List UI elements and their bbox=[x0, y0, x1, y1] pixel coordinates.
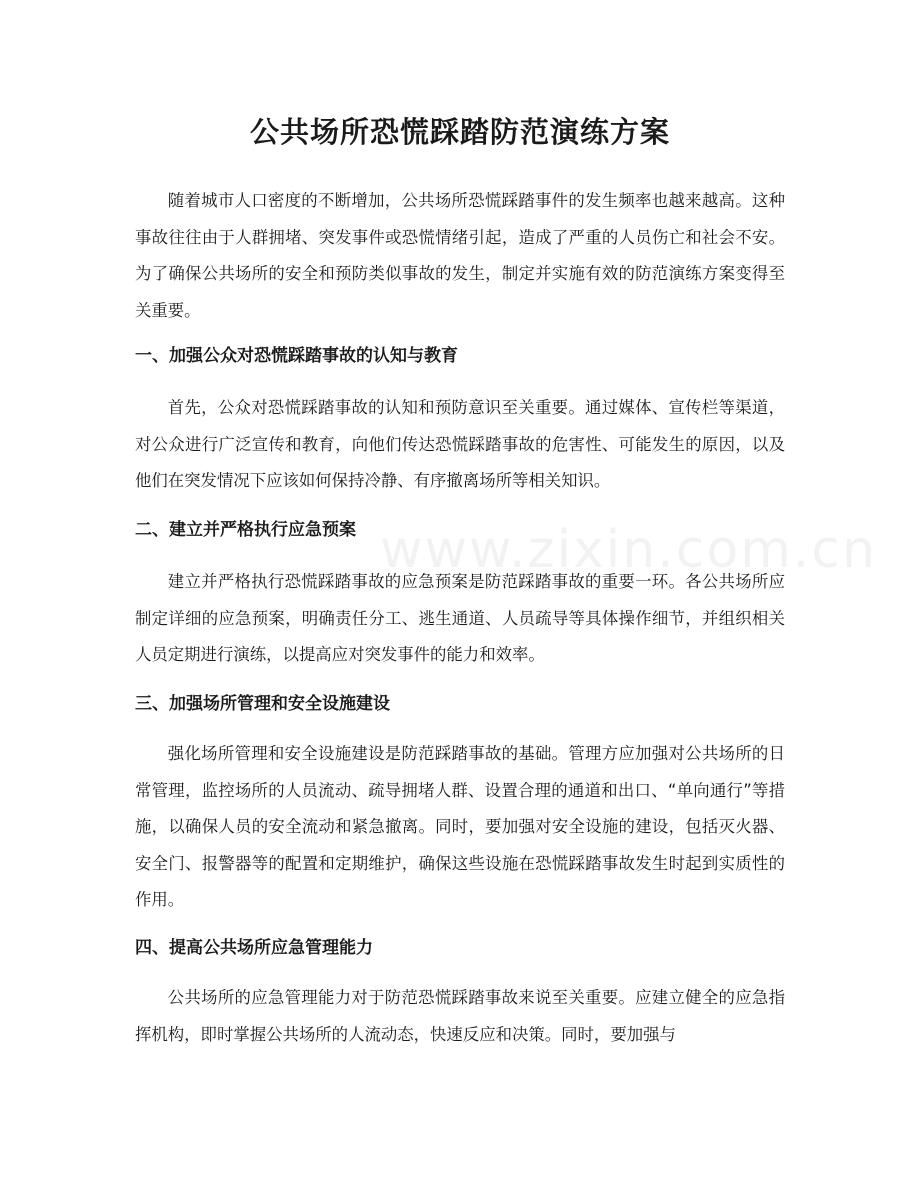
intro-paragraph: 随着城市人口密度的不断增加，公共场所恐慌踩踏事件的发生频率也越来越高。这种事故往往由于人群拥堵、突发事件或恐慌情绪引起，造成了严重的人员伤亡和社会不安。为了确保公共场所的安全和预防类似事故的发生，制定并实施有效的防范演练方案变得至关重要。 bbox=[135, 191, 785, 320]
section-4-heading: 四、提高公共场所应急管理能力 bbox=[135, 938, 373, 958]
section-1-heading: 一、加强公众对恐慌踩踏事故的认知与教育 bbox=[135, 346, 458, 366]
section-2-heading: 二、建立并严格执行应急预案 bbox=[135, 520, 356, 540]
section-3-heading: 三、加强场所管理和安全设施建设 bbox=[135, 694, 390, 714]
document-title: 公共场所恐慌踩踏防范演练方案 bbox=[249, 115, 670, 149]
section-1-body: 首先，公众对恐慌踩踏事故的认知和预防意识至关重要。通过媒体、宣传栏等渠道，对公众进行广泛宣传和教育，向他们传达恐慌踩踏事故的危害性、可能发生的原因，以及他们在突发情况下应该如何保持冷静、有序撤离场所等相关知识。 bbox=[135, 398, 785, 490]
section-4-body: 公共场所的应急管理能力对于防范恐慌踩踏事故来说至关重要。应建立健全的应急指挥机构，即时掌握公共场所的人流动态，快速反应和决策。同时，要加强与 bbox=[135, 988, 785, 1044]
watermark: www.zixin.com.cn bbox=[380, 520, 877, 580]
section-3-body: 强化场所管理和安全设施建设是防范踩踏事故的基础。管理方应加强对公共场所的日常管理，监控场所的人员流动、疏导拥堵人群、设置合理的通道和出口、“单向通行”等措施，以确保人员的安全流动和紧急撤离。同时，要加强对安全设施的建设，包括灭火器、安全门、报警器等的配置和定期维护，确保这些设施在恐慌踩踏事故发生时起到实质性的作用。 bbox=[135, 744, 785, 909]
section-2-body: 建立并严格执行恐慌踩踏事故的应急预案是防范踩踏事故的重要一环。各公共场所应制定详细的应急预案，明确责任分工、逃生通道、人员疏导等具体操作细节，并组织相关人员定期进行演练，以提高应对突发事件的能力和效率。 bbox=[135, 572, 785, 664]
